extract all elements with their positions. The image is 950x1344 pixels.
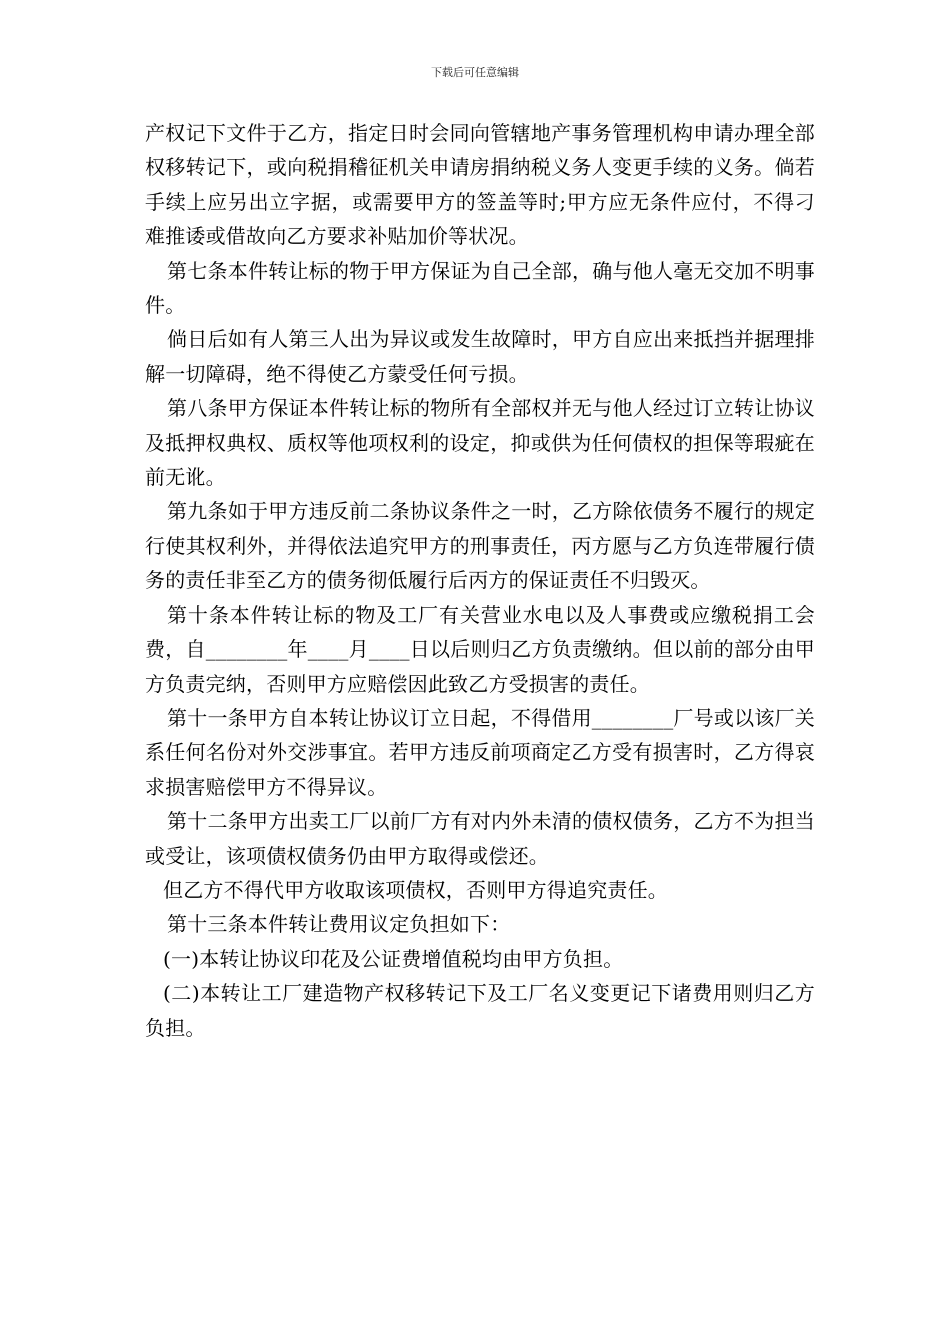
paragraph-article-7: 第七条本件转让标的物于甲方保证为自己全部，确与他人毫无交加不明事件。	[145, 258, 815, 318]
paragraph-article-7-cont: 倘日后如有人第三人出为异议或发生故障时，甲方自应出来抵挡并据理排解一切障碍，绝不得使乙方蒙受任何亏损。	[145, 327, 815, 386]
paragraph-article-12: 第十二条甲方出卖工厂以前厂方有对内外未清的债权债务，乙方不为担当或受让，该项债权债务仍由甲方取得或偿还。	[145, 809, 815, 868]
paragraph-continuation: 产权记下文件于乙方，指定日时会同向管辖地产事务管理机构申请办理全部权移转记下，或向税捐稽征机关申请房捐纳税义务人变更手续的义务。倘若手续上应另出立字据，或需要甲方的签盖等时;甲方应无条件应付，不得刁难推诿或借故向乙方要求补贴加价等状况。	[145, 121, 815, 249]
paragraph-article-10: 第十条本件转让标的物及工厂有关营业水电以及人事费或应缴税捐工会费，自________年____月____日以后则归乙方负责缴纳。但以前的部分由甲方负责完纳，否则甲方应赔偿因此致乙方受损害的责任。	[145, 602, 815, 696]
paragraph-article-8: 第八条甲方保证本件转让标的物所有全部权并无与他人经过订立转让协议及抵押权典权、质权等他项权利的设定，抑或供为任何债权的担保等瑕疵在前无讹。	[145, 396, 815, 490]
paragraph-article-12-cont: 但乙方不得代甲方收取该项债权，否则甲方得追究责任。	[163, 877, 668, 902]
page-header-note: 下载后可任意编辑	[431, 66, 519, 79]
paragraph-article-11: 第十一条甲方自本转让协议订立日起，不得借用________厂号或以该厂关系任何名份对外交涉事宜。若甲方违反前项商定乙方受有损害时，乙方得哀求损害赔偿甲方不得异议。	[145, 705, 815, 799]
paragraph-article-13: 第十三条本件转让费用议定负担如下：	[167, 912, 511, 937]
paragraph-article-13-item-2: (二)本转让工厂建造物产权移转记下及工厂名义变更记下诸费用则归乙方负担。	[145, 981, 815, 1040]
paragraph-article-13-item-1: (一)本转让协议印花及公证费增值税均由甲方负担。	[163, 946, 624, 971]
document-body	[145, 116, 815, 1045]
paragraph-article-9: 第九条如于甲方违反前二条协议条件之一时，乙方除依债务不履行的规定行使其权利外，并得依法追究甲方的刑事责任，丙方愿与乙方负连带履行债务的责任非至乙方的债务彻低履行后丙方的保证责任不归毁灭。	[145, 499, 815, 593]
